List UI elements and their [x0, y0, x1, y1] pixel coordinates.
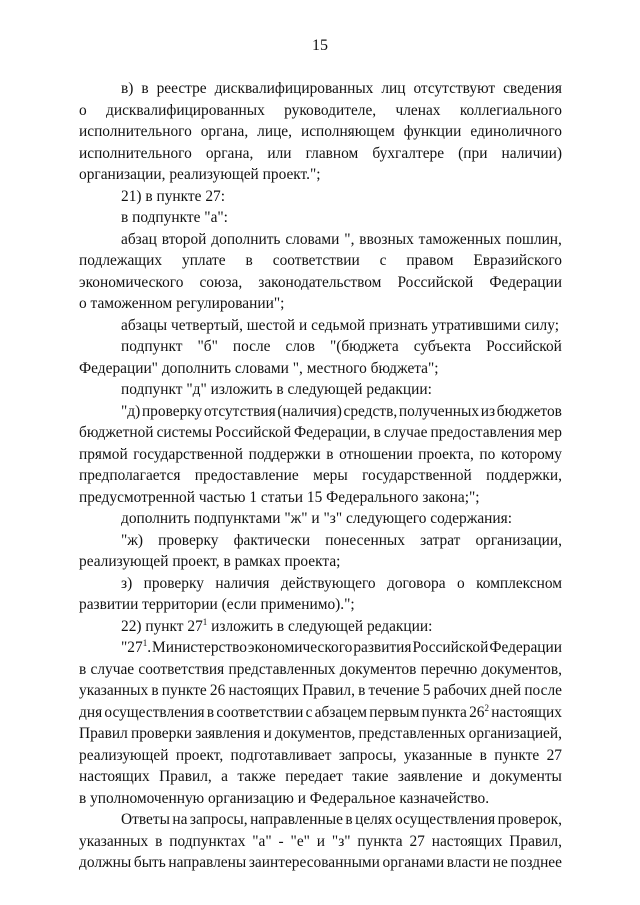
- text-line: подпункт "б" после слов "(бюджета субъекта Российской: [121, 338, 562, 355]
- document-body: [79, 78, 562, 874]
- text-line: в уполномоченную организацию и Федеральное казначейство.: [79, 789, 490, 807]
- text-line: подлежащих уплате в соответствии с правом Евразийского: [79, 252, 562, 269]
- text-line: настоящих Правил, а также передает такие заявление и документы: [79, 768, 562, 785]
- text-line: в случае соответствия представленных документов перечню документов,: [79, 660, 562, 678]
- text-line: "$27^1$. Министерство экономического развития Российской Федерации: [121, 638, 562, 656]
- text-line: бюджетной системы Российской Федерации, в случае предоставления мер: [79, 424, 562, 441]
- text-line: Правил проверки заявления и документов, представленных организацией,: [79, 725, 562, 742]
- text-line: реализующей проект, подготавливает запросы, указанные в пункте 27: [79, 746, 562, 764]
- text-line: абзац второй дополнить словами ", ввозных таможенных пошлин,: [121, 230, 562, 248]
- text-line: в подпункте "а":: [121, 209, 228, 226]
- text-line: экономического союза, законодательством Российской Федерации: [79, 273, 562, 291]
- text-line: абзацы четвертый, шестой и седьмой признать утратившими силу;: [121, 316, 559, 334]
- text-line: реализующей проект, в рамках проекта;: [79, 553, 341, 570]
- text-line: подпункт "д" изложить в следующей редакции:: [121, 381, 432, 398]
- text-line: прямой государственной поддержки в отношении проекта, по которому: [79, 445, 562, 463]
- text-line: организации, реализующей проект.";: [79, 166, 321, 183]
- text-line: о дисквалифицированных руководителе, членах коллегиального: [79, 101, 562, 119]
- text-line: "ж) проверку фактически понесенных затрат организации,: [121, 531, 562, 549]
- text-line: указанных в пункте 26 настоящих Правил, в течение 5 рабочих дней после: [79, 682, 562, 699]
- text-line: в) в реестре дисквалифицированных лиц отсутствуют сведения: [121, 80, 562, 97]
- text-line: дня осуществления в соответствии с абзацем первым пункта $26^2$ настоящих: [79, 702, 562, 721]
- text-line: "д) проверку отсутствия (наличия) средств, полученных из бюджетов: [121, 402, 562, 420]
- text-line: исполнительного органа, или главном бухгалтере (при наличии): [79, 144, 562, 162]
- text-line: развитии территории (если применимо).";: [79, 596, 355, 613]
- text-line: дополнить подпунктами "ж" и "з" следующего содержания:: [121, 510, 513, 527]
- text-line: должны быть направлены заинтересованными органами власти не позднее: [79, 854, 562, 871]
- text-line: з) проверку наличия действующего договора о комплексном: [121, 574, 562, 592]
- page-number: 15: [312, 37, 328, 54]
- text-line: о таможенном регулировании";: [79, 295, 285, 312]
- text-line: предполагается предоставление меры государственной поддержки,: [79, 467, 562, 484]
- text-line: предусмотренной частью 1 статьи 15 Федерального закона;";: [79, 488, 480, 506]
- text-line: Федерации" дополнить словами ", местного бюджета";: [79, 359, 439, 377]
- text-line: исполнительного органа, лице, исполняющем функции единоличного: [79, 123, 562, 140]
- text-line: 21) в пункте 27:: [121, 187, 225, 205]
- text-line: Ответы на запросы, направленные в целях осуществления проверок,: [121, 811, 562, 828]
- text-line: указанных в подпунктах "а" - "е" и "з" пункта 27 настоящих Правил,: [79, 832, 562, 850]
- text-line: 22) пункт $27^1$ изложить в следующей редакции:: [121, 616, 433, 635]
